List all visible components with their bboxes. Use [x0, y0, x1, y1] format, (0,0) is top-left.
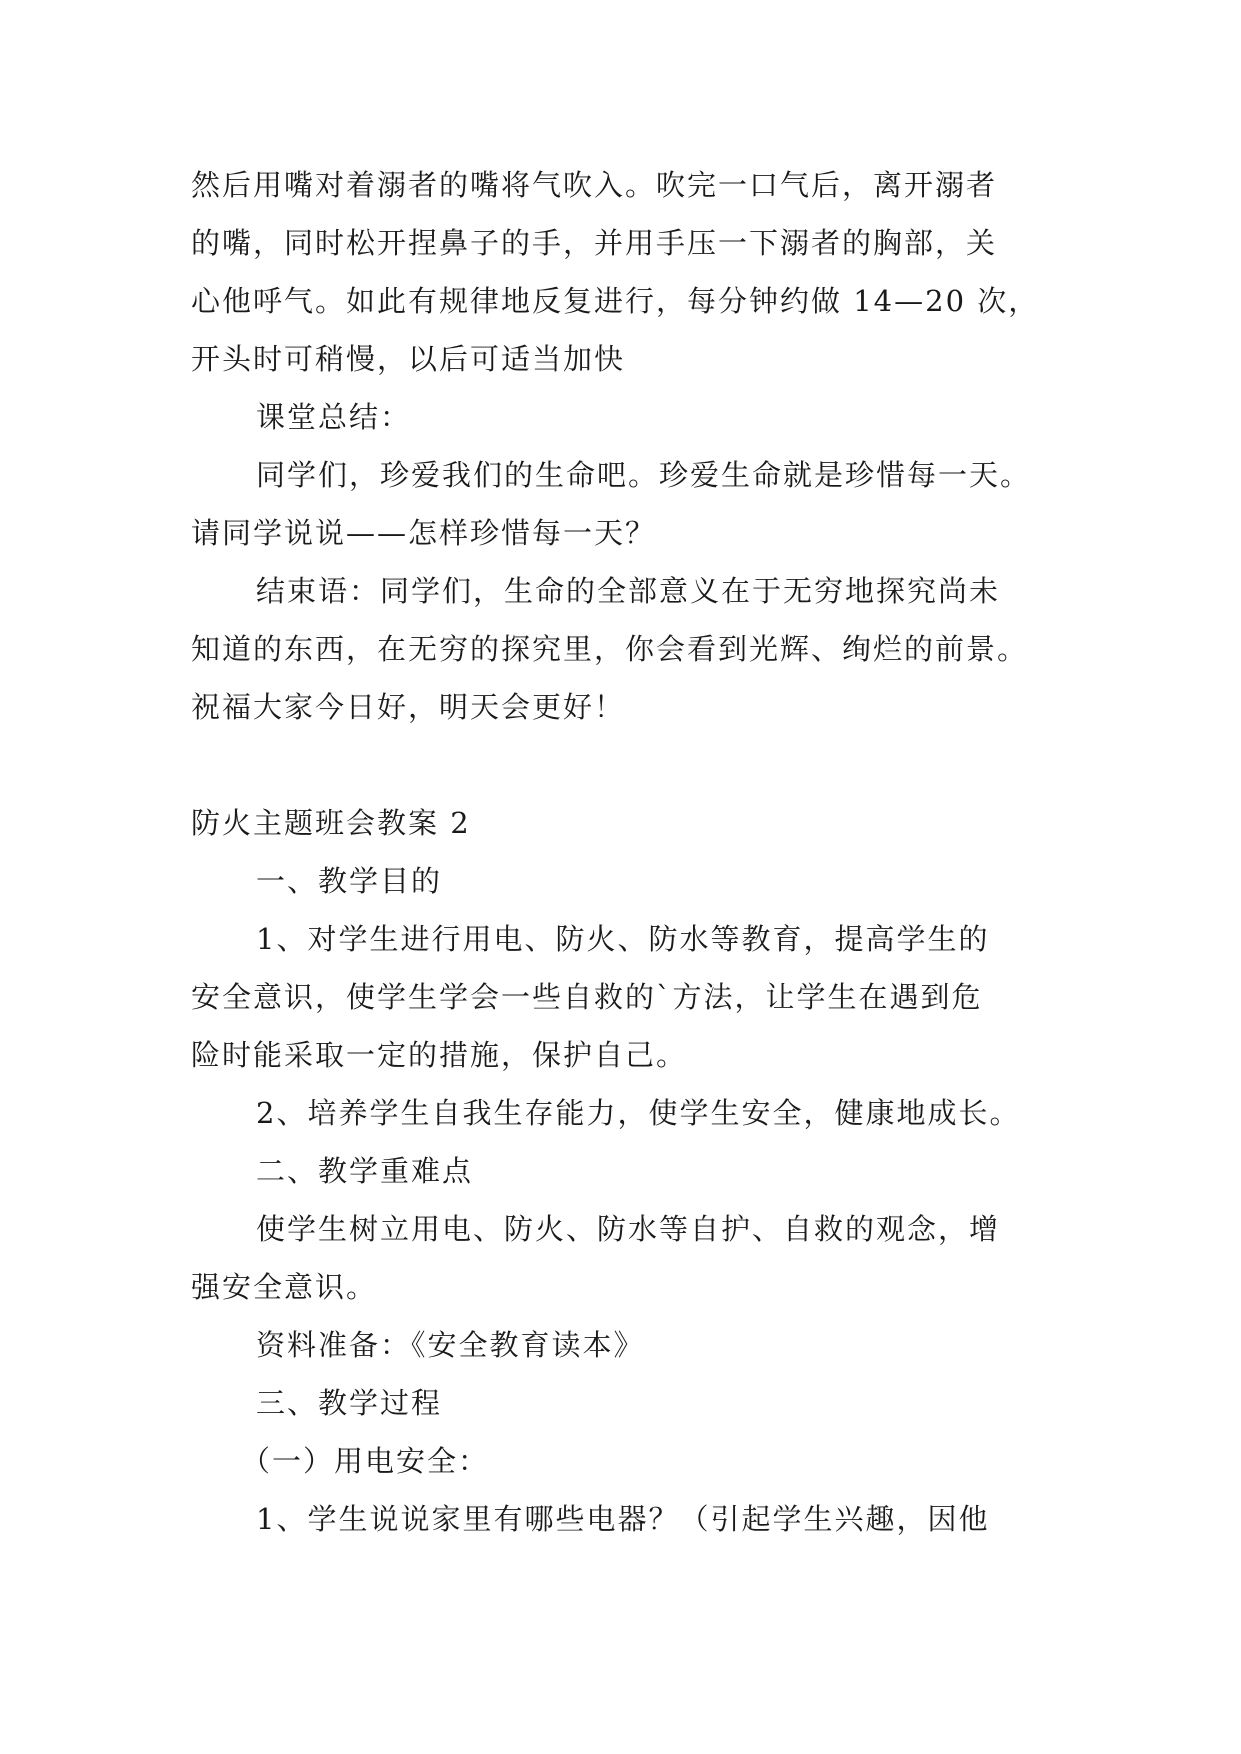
section-label-summary: 课堂总结： [256, 400, 412, 434]
text-line: 资料准备：《安全教育读本》 [256, 1328, 645, 1362]
document-page [191, 156, 1071, 1548]
document-title: 防火主题班会教案 2 [191, 806, 471, 840]
blank-line [191, 736, 1071, 794]
text-line: 请同学说说——怎样珍惜每一天？ [191, 516, 657, 550]
text-line: 开头时可稍慢，以后可适当加快 [191, 342, 626, 376]
text-line: 然后用嘴对着溺者的嘴将气吹入。吹完一口气后，离开溺者 [191, 168, 998, 202]
text-line: 知道的东西，在无穷的探究里，你会看到光辉、绚烂的前景。 [191, 632, 1029, 666]
text-line: 心他呼气。如此有规律地反复进行，每分钟约做 14—20 次， [191, 284, 1040, 318]
text-line: 险时能采取一定的措施，保护自己。 [191, 1038, 688, 1072]
text-line: 祝福大家今日好，明天会更好！ [191, 690, 626, 724]
text-line: 1、对学生进行用电、防火、防水等教育，提高学生的 [256, 922, 990, 956]
section-heading: 三、教学过程 [256, 1386, 443, 1420]
section-heading: 二、教学重难点 [256, 1154, 474, 1188]
text-line: 2、培养学生自我生存能力，使学生安全，健康地成长。 [256, 1096, 1021, 1130]
text-line: 强安全意识。 [191, 1270, 378, 1304]
text-line: 使学生树立用电、防火、防水等自护、自救的观念，增 [256, 1212, 1001, 1246]
text-line: 同学们，珍爱我们的生命吧。珍爱生命就是珍惜每一天。 [256, 458, 1032, 492]
text-line: 的嘴，同时松开捏鼻子的手，并用手压一下溺者的胸部，关 [191, 226, 998, 260]
section-heading: 一、教学目的 [256, 864, 443, 898]
text-line: 安全意识，使学生学会一些自救的`方法，让学生在遇到危 [191, 980, 983, 1014]
subsection-heading: （一）用电安全： [241, 1444, 490, 1478]
text-line: 1、学生说说家里有哪些电器？（引起学生兴趣，因他 [256, 1502, 990, 1536]
text-line: 结束语：同学们，生命的全部意义在于无穷地探究尚未 [256, 574, 1001, 608]
